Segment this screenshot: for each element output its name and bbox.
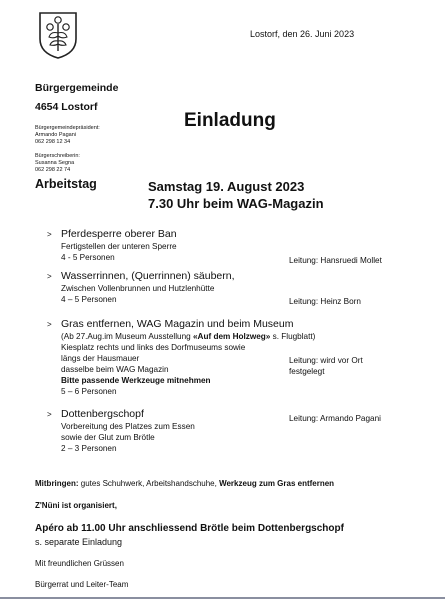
- bullet-icon: >: [47, 410, 52, 419]
- apero-line: Apéro ab 11.00 Uhr anschliessend Brötle beim Dottenbergschopf: [35, 523, 344, 534]
- page-bottom-divider: [0, 597, 445, 599]
- bullet-icon: >: [47, 230, 52, 239]
- task-count: 5 – 6 Personen: [61, 387, 117, 396]
- task-line: 4 - 5 Personen: [61, 253, 115, 262]
- president-role: Bürgergemeindepräsident:: [35, 125, 100, 131]
- task-title: Dottenbergschopf: [61, 408, 144, 420]
- task-leader: Leitung: Armando Pagani: [289, 414, 381, 423]
- letter-date: Lostorf, den 26. Juni 2023: [250, 29, 355, 39]
- task-title: Gras entfernen, WAG Magazin und beim Museum: [61, 318, 294, 330]
- page-title: Einladung: [184, 110, 276, 131]
- task-line: Vorbereitung des Platzes zum Essen: [61, 422, 195, 431]
- signature: Bürgerrat und Leiter-Team: [35, 580, 129, 589]
- task-tools-note: Bitte passende Werkzeuge mitnehmen: [61, 376, 211, 385]
- org-place: 4654 Lostorf: [35, 101, 98, 113]
- task-line-post: s. Flugblatt): [270, 332, 316, 341]
- task-leader: Leitung: Hansruedi Mollet: [289, 256, 382, 265]
- org-name: Bürgergemeinde: [35, 82, 119, 94]
- exhibition-name: «Auf dem Holzweg»: [192, 332, 271, 341]
- bullet-icon: >: [47, 320, 52, 329]
- bullet-icon: >: [47, 272, 52, 281]
- bring-along-text: gutes Schuhwerk, Arbeitshandschuhe,: [78, 479, 220, 488]
- secretary-phone: 062 298 22 74: [35, 167, 71, 173]
- event-time: 7.30 Uhr beim WAG-Magazin: [148, 196, 324, 211]
- znueni-note: Z'Nüni ist organisiert,: [35, 501, 117, 510]
- event-label: Arbeitstag: [35, 177, 97, 191]
- coat-of-arms-icon: [38, 11, 78, 60]
- task-title: Pferdesperre oberer Ban: [61, 228, 177, 240]
- task-line: sowie der Glut zum Brötle: [61, 433, 155, 442]
- event-date: Samstag 19. August 2023: [148, 179, 305, 194]
- task-line: längs der Hausmauer: [61, 354, 140, 363]
- greeting: Mit freundlichen Grüssen: [35, 559, 124, 568]
- task-line: 2 – 3 Personen: [61, 444, 117, 453]
- secretary-role: Bürgerschreiberin:: [35, 153, 80, 159]
- task-line-pre: (Ab 27.Aug.im Museum Ausstellung: [61, 332, 193, 341]
- bring-along-line: [35, 479, 334, 488]
- president-name: Armando Pagani: [35, 132, 76, 138]
- secretary-name: Susanna Segna: [35, 160, 75, 166]
- task-line: Zwischen Vollenbrunnen und Hutzlenhütte: [61, 284, 215, 293]
- task-title: Wasserrinnen, (Querrinnen) säubern,: [61, 270, 235, 282]
- task-line: 4 – 5 Personen: [61, 295, 117, 304]
- apero-sub: s. separate Einladung: [35, 537, 123, 547]
- task-leader: Leitung: wird vor Ort: [289, 356, 363, 365]
- bring-along-label: Mitbringen:: [35, 479, 79, 488]
- task-line: Fertigstellen der unteren Sperre: [61, 242, 177, 251]
- task-line: Kiesplatz rechts und links des Dorfmuseums sowie: [61, 343, 246, 352]
- task-leader: Leitung: Heinz Born: [289, 297, 361, 306]
- bring-along-bold: Werkzeug zum Gras entfernen: [219, 479, 335, 488]
- task-line-museum: [61, 332, 315, 341]
- task-leader-cont: festgelegt: [289, 367, 325, 376]
- task-line: dasselbe beim WAG Magazin: [61, 365, 169, 374]
- president-phone: 062 298 12 34: [35, 139, 71, 145]
